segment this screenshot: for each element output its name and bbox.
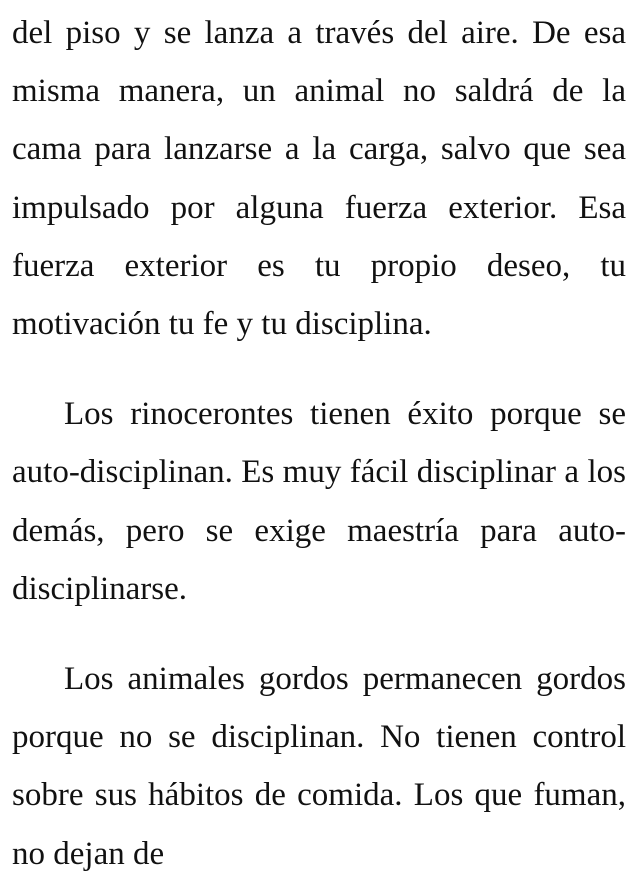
book-page	[12, 4, 626, 883]
paragraph-fat-animals: Los animales gordos permanecen gordos porque no se disciplinan. No tienen control sobre sus hábitos de comida. Los que fuman, no dejan de	[12, 661, 626, 872]
paragraph-continuation: del piso y se lanza a través del aire. De esa misma manera, un animal no saldrá de la cama para lanzarse a la carga, salvo que sea impulsado por alguna fuerza exterior. Esa fuerza exterior es tu propio deseo, tu motivación tu fe y tu disciplina.	[12, 15, 626, 343]
paragraph-spacer	[12, 618, 626, 650]
paragraph-rhinos-self-discipline: Los rinocerontes tienen éxito porque se auto-disciplinan. Es muy fácil disciplinar a los demás, pero se exige maestría para auto-disciplinarse.	[12, 396, 626, 607]
paragraph-spacer	[12, 353, 626, 385]
